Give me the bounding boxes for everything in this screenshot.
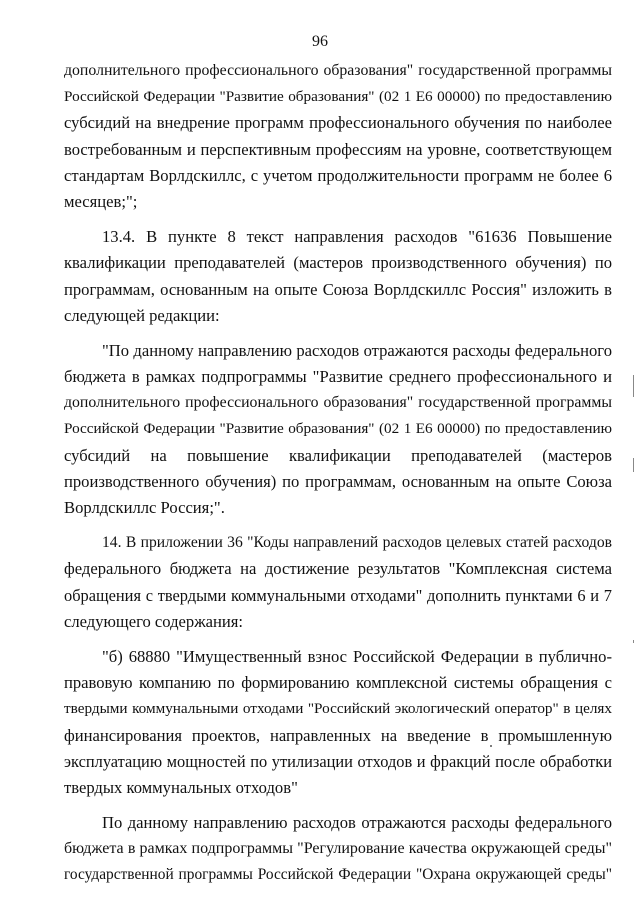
text-line: федерального бюджета на достижение результатов "Комплексная система	[64, 559, 612, 579]
text-line: производственного обучения) по программам, основанным на опыте Союза	[64, 471, 612, 491]
paragraph-direction-description	[64, 810, 612, 889]
text-line: субсидий на внедрение программ профессионального обучения по наиболее	[64, 113, 612, 133]
text-line: Ворлдскиллс Россия;".	[64, 498, 225, 517]
text-line: финансирования проектов, направленных на введение в промышленную	[64, 725, 612, 745]
scan-speck	[490, 745, 492, 747]
text-line: "б) 68880 "Имущественный взнос Российской Федерации в публично-	[102, 646, 612, 666]
scan-margin-mark	[633, 640, 634, 643]
text-line: Российской Федерации "Развитие образования" (02 1 Е6 00000) по предоставлению	[64, 420, 612, 438]
text-line: дополнительного профессионального образования" государственной программы	[64, 62, 612, 79]
text-line: субсидий на повышение квалификации преподавателей (мастеров	[64, 445, 612, 465]
text-line: месяцев;";	[64, 191, 138, 211]
text-line: квалификации преподавателей (мастеров производственного обучения) по	[64, 253, 612, 273]
text-line: бюджета в рамках подпрограммы "Развитие среднего профессионального и	[64, 367, 612, 387]
paragraph-item-13-4	[64, 224, 612, 329]
document-body	[64, 58, 612, 889]
text-line: следующего содержания:	[64, 611, 244, 631]
paragraph-item-14	[64, 530, 612, 635]
paragraph-continuation	[64, 58, 612, 215]
text-line: твердых коммунальных отходов"	[64, 777, 298, 797]
text-line: стандартам Ворлдскиллс, с учетом продолжительности программ не более 6	[64, 165, 612, 185]
text-line: программам, основанным на опыте Союза Ворлдскиллс Россия" изложить в	[64, 279, 612, 299]
text-line: бюджета в рамках подпрограммы "Регулирование качества окружающей среды"	[64, 840, 612, 858]
text-line: 14. В приложении 36 "Коды направлений расходов целевых статей расходов	[102, 534, 612, 552]
paragraph-item-6	[64, 644, 612, 801]
text-line: Российской Федерации "Развитие образования" (02 1 Е6 00000) по предоставлению	[64, 88, 612, 106]
text-line: 13.4. В пункте 8 текст направления расходов "61636 Повышение	[102, 227, 612, 247]
text-line: государственной программы Российской Федерации "Охрана окружающей среды"	[64, 866, 612, 884]
paragraph-quoted-text	[64, 338, 612, 521]
page-number: 96	[312, 33, 328, 50]
text-line: По данному направлению расходов отражаются расходы федерального	[102, 813, 612, 833]
text-line: следующей редакции:	[64, 305, 220, 325]
text-line: обращения с твердыми коммунальными отходами" дополнить пунктами 6 и 7	[64, 585, 612, 605]
text-line: эксплуатацию мощностей по утилизации отходов и фракций после обработки	[64, 751, 612, 771]
text-line: правовую компанию по формированию комплексной системы обращения с	[64, 673, 612, 693]
scan-margin-mark	[633, 458, 634, 472]
scan-margin-mark	[633, 375, 634, 397]
text-line: "По данному направлению расходов отражаются расходы федерального	[102, 340, 612, 360]
text-line: дополнительного профессионального образования" государственной программы	[64, 394, 612, 412]
text-line: востребованным и перспективным профессиям на уровне, соответствующем	[64, 139, 612, 159]
text-line: твердыми коммунальными отходами "Российский экологический оператор" в целях	[64, 700, 612, 718]
